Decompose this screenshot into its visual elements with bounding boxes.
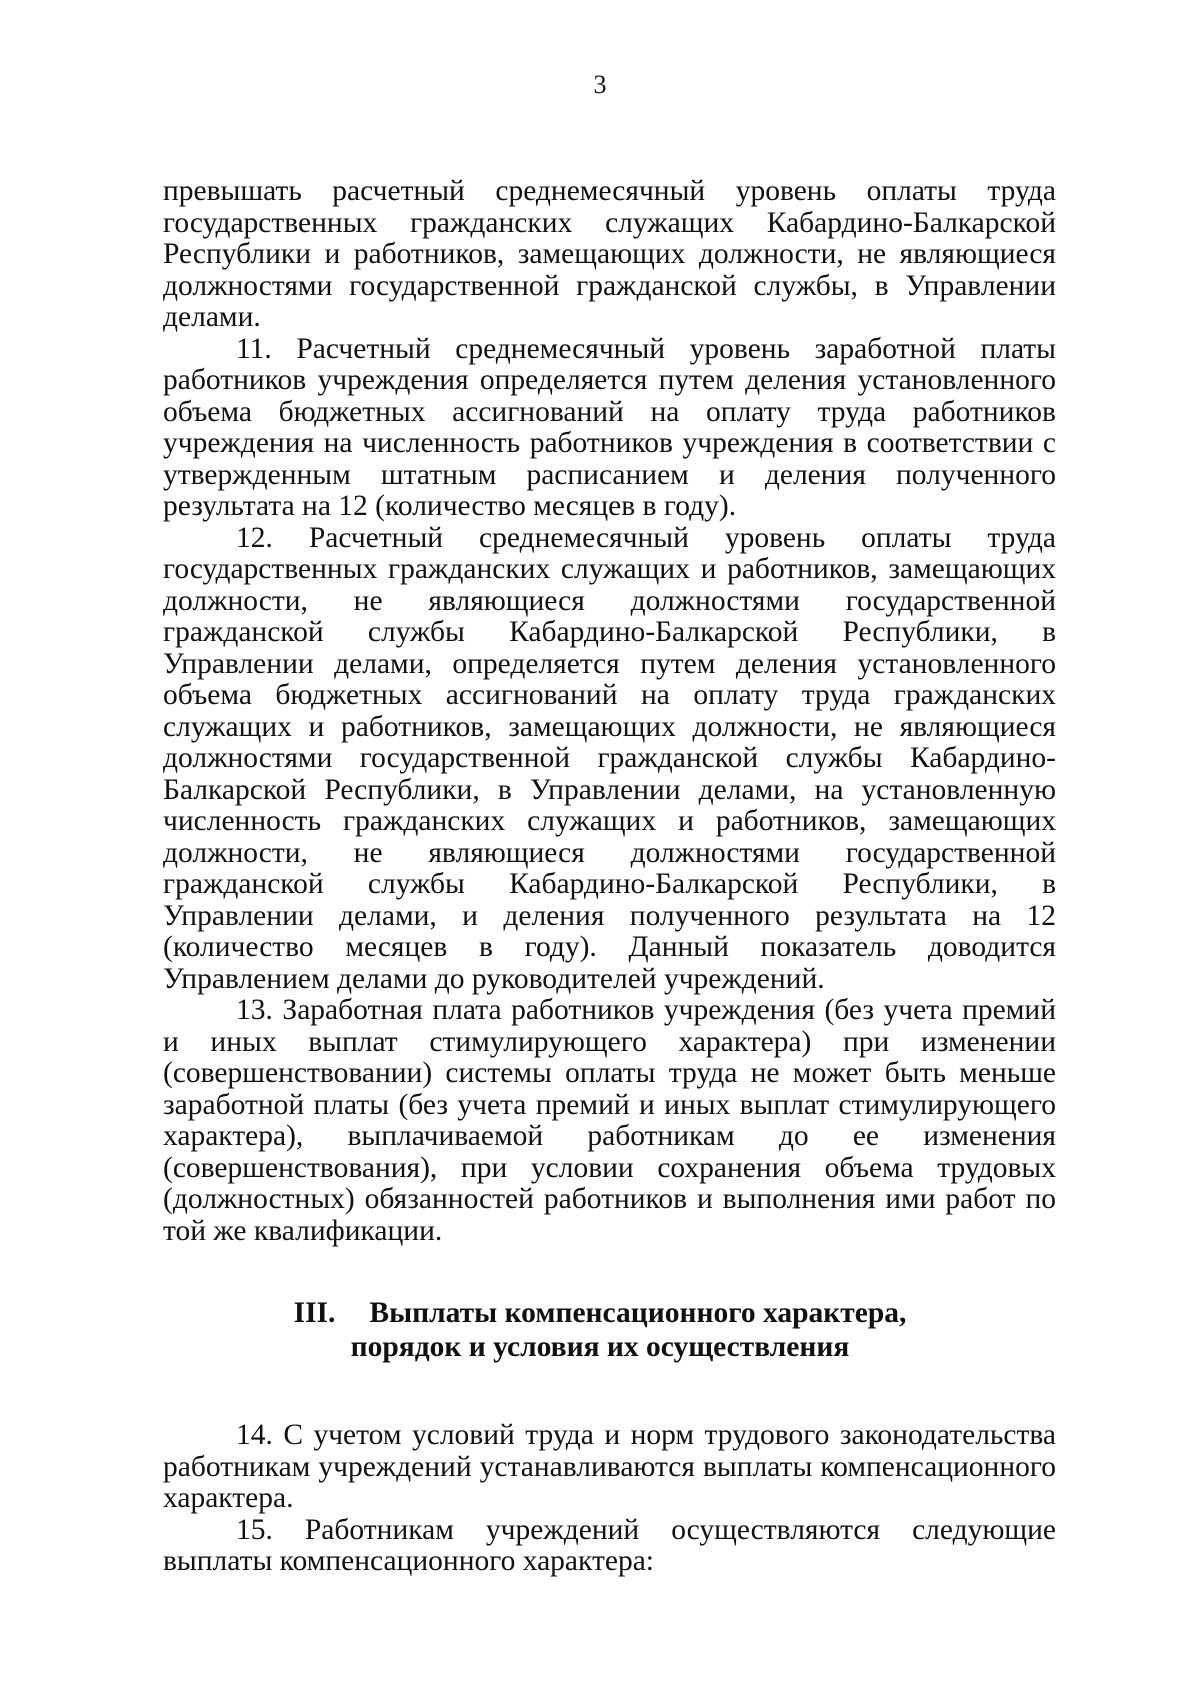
paragraph-13: 13. Заработная плата работников учреждения (без учета премий и иных выплат стимулирующего характера) при изменении (совершенствовании) системы оплаты труда не может быть меньше заработной платы (без учета премий и иных выплат стимулирующего характера), выплачиваемой работникам до ее изменения (совершенствования), при условии сохранения объема трудовых (должностных) обязанностей работников и выполнения ими работ по той же квалификации. [163,994,1056,1247]
document-body [163,176,1056,1247]
paragraph-15: 15. Работникам учреждений осуществляются следующие выплаты компенсационного характера: [163,1513,1056,1577]
section-title-line-1: Выплаты компенсационного характера, [369,1297,907,1329]
section-number: III. [293,1297,336,1329]
paragraph-11: 11. Расчетный среднемесячный уровень заработной платы работников учреждения определяется путем деления установленного объема бюджетных ассигнований на оплату труда работников учреждения на численность работников учреждения в соответствии с утвержденным штатным расписанием и деления полученного результата на 12 (количество месяцев в году). [163,332,1056,522]
page-number: 3 [593,70,607,99]
section-heading [0,1296,1200,1364]
section-title-line-2: порядок и условия их осуществления [350,1331,850,1363]
paragraph-14: 14. С учетом условий труда и норм трудового законодательства работникам учреждений устанавливаются выплаты компенсационного характера. [163,1419,1056,1514]
paragraph-12: 12. Расчетный среднемесячный уровень оплаты труда государственных гражданских служащих и работников, замещающих должности, не являющиеся должностями государственной гражданской службы Кабардино-Балкарской Республики, в Управлении делами, определяется путем деления установленного объема бюджетных ассигнований на оплату труда гражданских служащих и работников, замещающих должности, не являющиеся должностями государственной гражданской службы Кабардино-Балкарской Республики, в Управлении делами, на установленную численность гражданских служащих и работников, замещающих должности, не являющиеся должностями государственной гражданской службы Кабардино-Балкарской Республики, в Управлении делами, и деления полученного результата на 12 (количество месяцев в году). Данный показатель доводится Управлением делами до руководителей учреждений. [163,521,1056,995]
section-heading-line-1 [0,1296,1200,1330]
paragraph-continuation: превышать расчетный среднемесячный уровень оплаты труда государственных гражданских служащих Кабардино-Балкарской Республики и работников, замещающих должности, не являющиеся должностями государственной гражданской службы, в Управлении делами. [163,175,1056,333]
document-body-continued [163,1420,1056,1578]
